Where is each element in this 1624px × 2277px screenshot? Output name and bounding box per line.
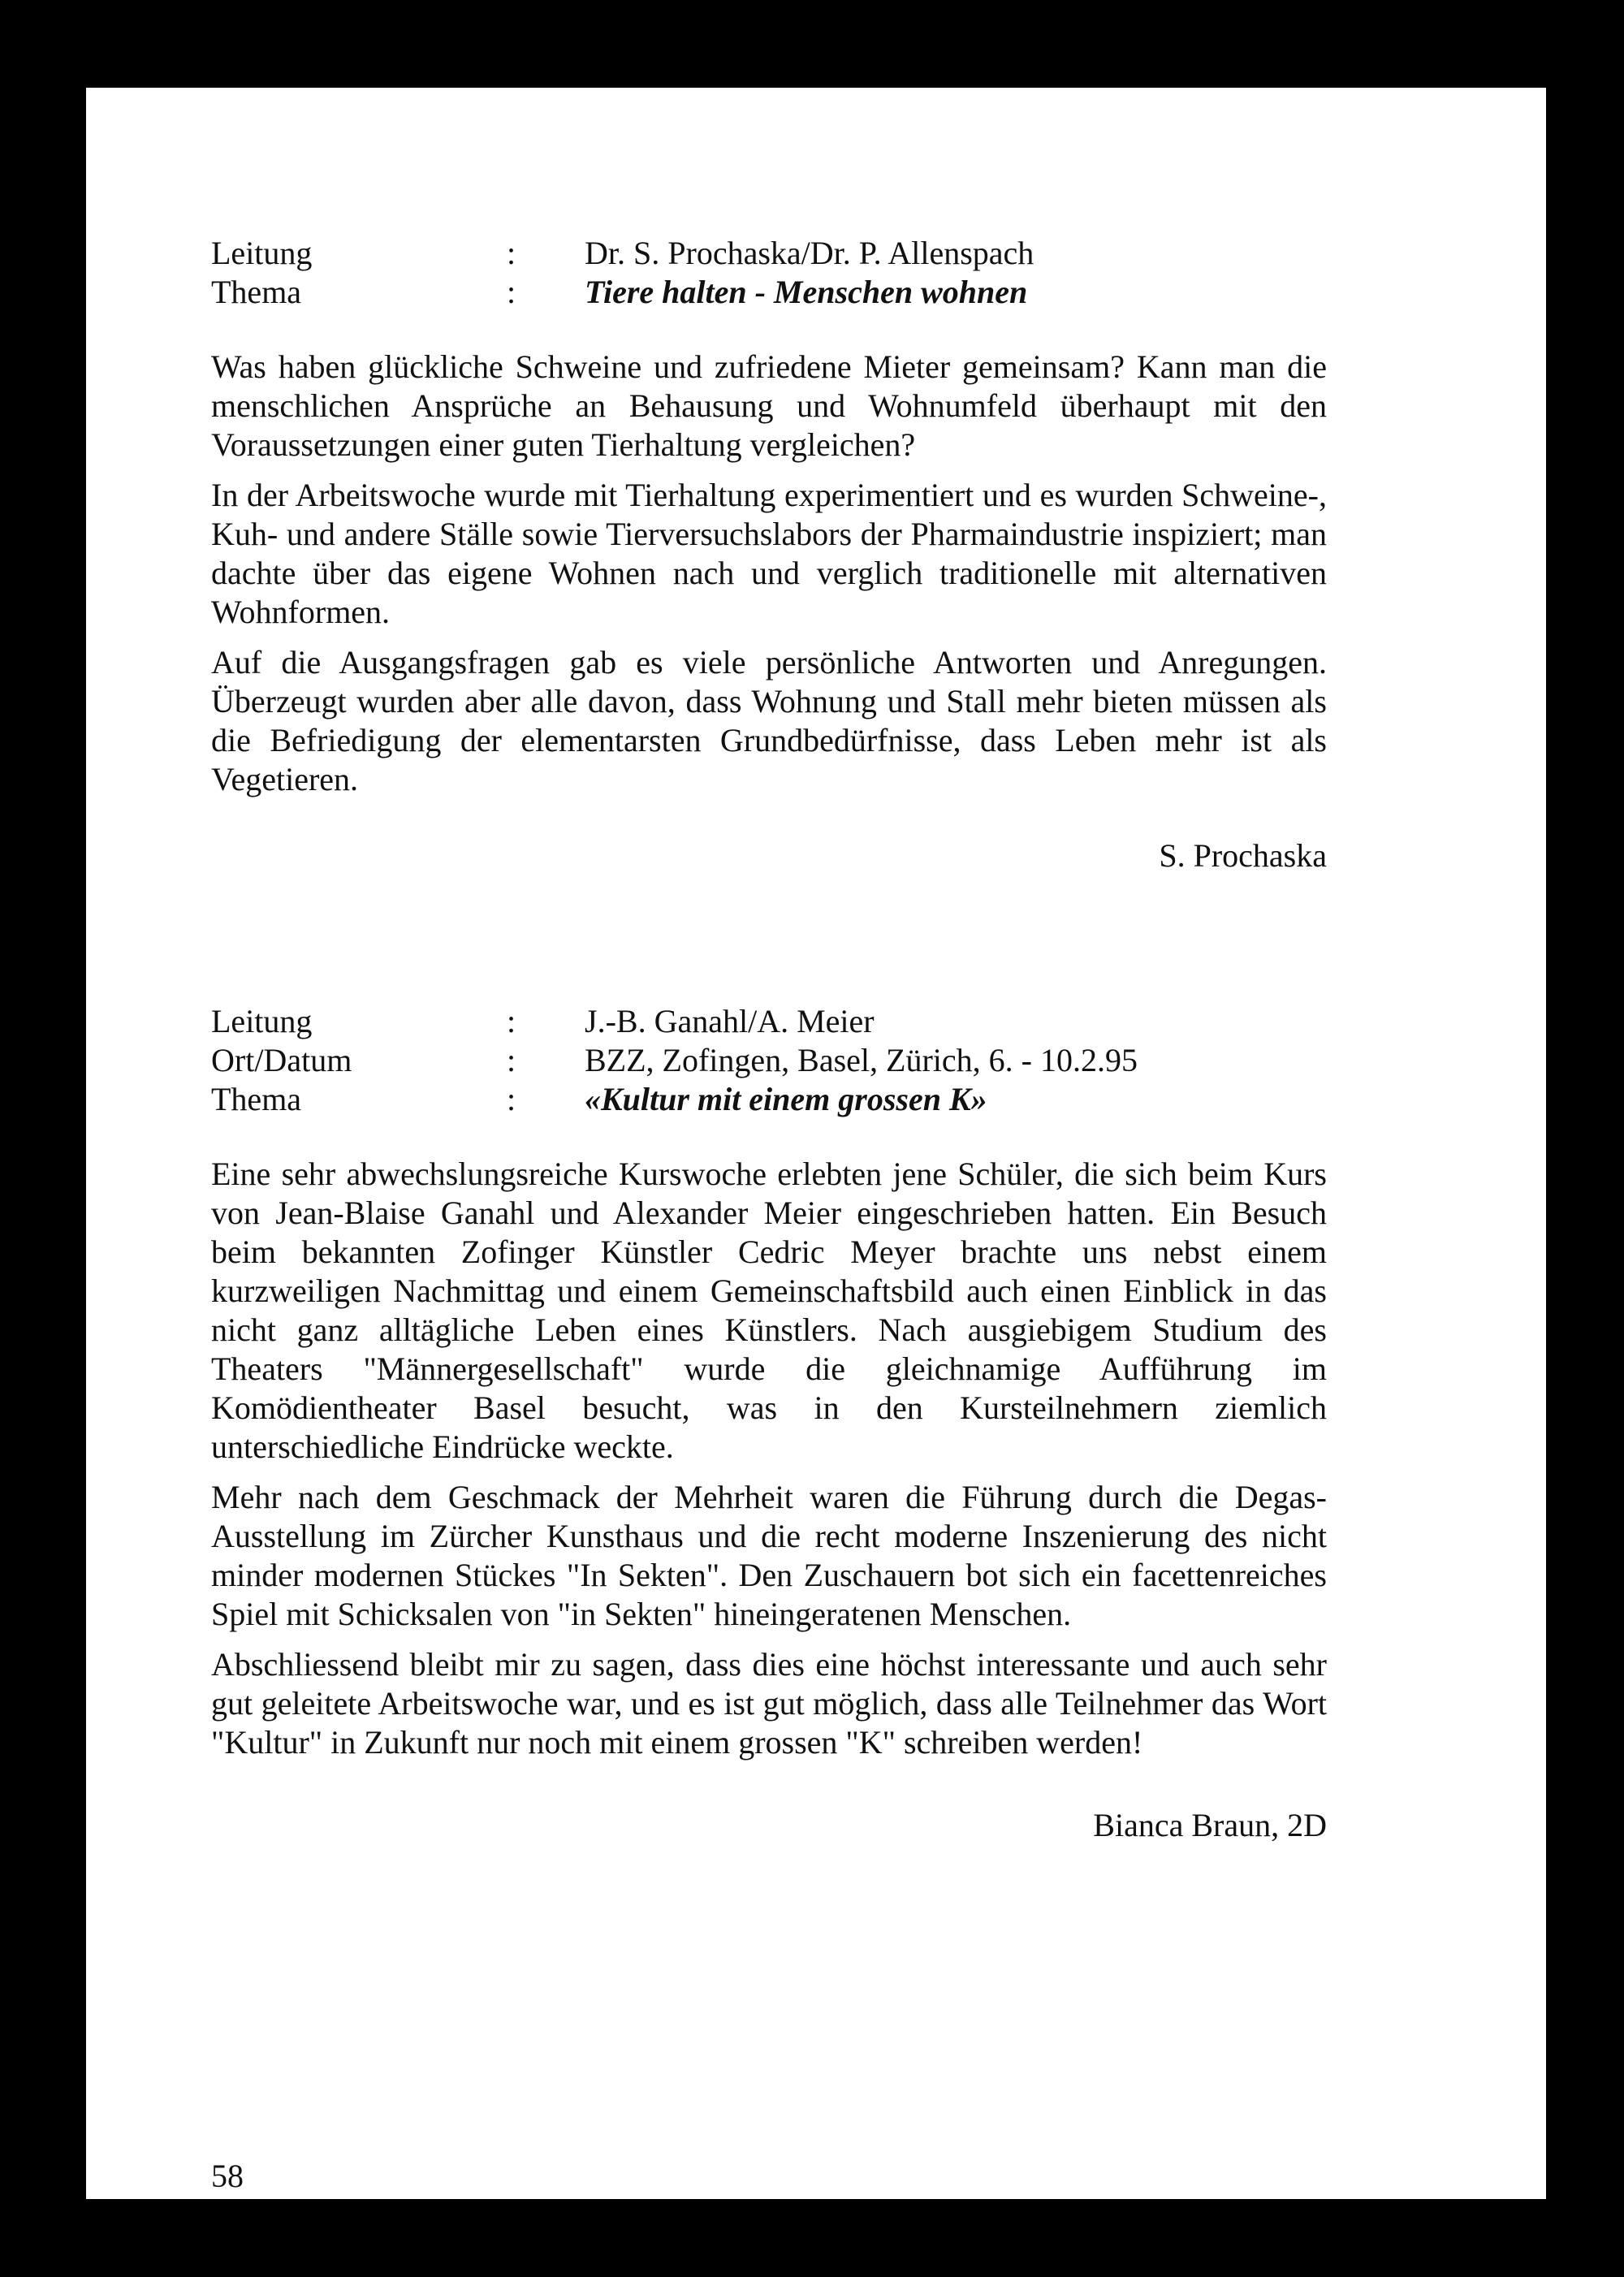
section1-signature: S. Prochaska [1159, 837, 1327, 874]
meta-value: Dr. S. Prochaska/Dr. P. Allenspach [585, 235, 1034, 271]
section2-paragraph-3: Abschliessend bleibt mir zu sagen, dass dies eine höchst interessante und auch sehr gut geleitete Arbeitswoche war, und es ist gut möglich, dass alle Teilnehmer das Wort "Kultur" in Zukunft nur noch mit einem grossen "K" schreiben werden! [211, 1646, 1327, 1761]
meta-label: Leitung [211, 235, 313, 271]
meta-label: Thema [211, 274, 302, 310]
meta-row-ort-datum [211, 1041, 1327, 1080]
section2-paragraph-2: Mehr nach dem Geschmack der Mehrheit waren die Führung durch die Degas-Ausstellung im Zürcher Kunsthaus und die recht moderne Inszenierung des nicht minder modernen Stückes "In Sekten". Den Zuschauern bot sich ein facettenreiches Spiel mit Schicksalen von "in Sekten" hineingeratenen Menschen. [211, 1479, 1327, 1632]
page-content [211, 234, 1327, 1845]
section1-paragraph-3: Auf die Ausgangsfragen gab es viele persönliche Antworten und Anregungen. Überzeugt wurden aber alle davon, dass Wohnung und Stall mehr bieten müssen als die Befriedigung der elementarsten Grundbedürfnisse, dass Leben mehr ist als Vegetieren. [211, 644, 1327, 797]
section1-paragraph-1: Was haben glückliche Schweine und zufriedene Mieter gemeinsam? Kann man die menschlichen Ansprüche an Behausung und Wohnumfeld überhaupt mit den Voraussetzungen einer guten Tierhaltung vergleichen? [211, 348, 1327, 463]
meta-value: J.-B. Ganahl/A. Meier [585, 1003, 875, 1039]
meta-colon: : [507, 1081, 516, 1117]
meta-row-thema [211, 1080, 1327, 1119]
document-page [86, 88, 1546, 2199]
meta-row-thema [211, 273, 1327, 312]
meta-colon: : [507, 274, 516, 310]
meta-value-title: «Kultur mit einem grossen K» [585, 1081, 987, 1117]
meta-value-title: Tiere halten - Menschen wohnen [585, 274, 1028, 310]
section1-paragraph-2: In der Arbeitswoche wurde mit Tierhaltung experimentiert und es wurden Schweine-, Kuh- und andere Ställe sowie Tierversuchslabors der Pharmaindustrie inspiziert; man dachte über das eigene Wohnen nach und verglich traditionelle mit alternativen Wohnformen. [211, 477, 1327, 630]
meta-colon: : [507, 1003, 516, 1039]
section2-signature: Bianca Braun, 2D [1093, 1807, 1327, 1843]
meta-row-leitung [211, 1002, 1327, 1041]
meta-colon: : [507, 1042, 516, 1078]
meta-row-leitung [211, 234, 1327, 273]
page-number: 58 [211, 2158, 244, 2194]
section1-meta [211, 234, 1327, 312]
meta-label: Leitung [211, 1003, 313, 1039]
section2-paragraph-1: Eine sehr abwechslungsreiche Kurswoche erlebten jene Schüler, die sich beim Kurs von Jean-Blaise Ganahl und Alexander Meier eingeschrieben hatten. Ein Besuch beim bekannten Zofinger Künstler Cedric Meyer brachte uns nebst einem kurzweiligen Nachmittag und einem Gemeinschaftsbild auch einen Einblick in das nicht ganz alltägliche Leben eines Künstlers. Nach ausgiebigem Studium des Theaters "Männergesellschaft" wurde die gleichnamige Aufführung im Komödientheater Basel besucht, was in den Kursteilnehmern ziemlich unterschiedliche Eindrücke weckte. [211, 1156, 1327, 1465]
section2-meta [211, 1002, 1327, 1119]
meta-colon: : [507, 235, 516, 271]
meta-label: Ort/Datum [211, 1042, 352, 1078]
meta-label: Thema [211, 1081, 302, 1117]
meta-value: BZZ, Zofingen, Basel, Zürich, 6. - 10.2.95 [585, 1042, 1138, 1078]
